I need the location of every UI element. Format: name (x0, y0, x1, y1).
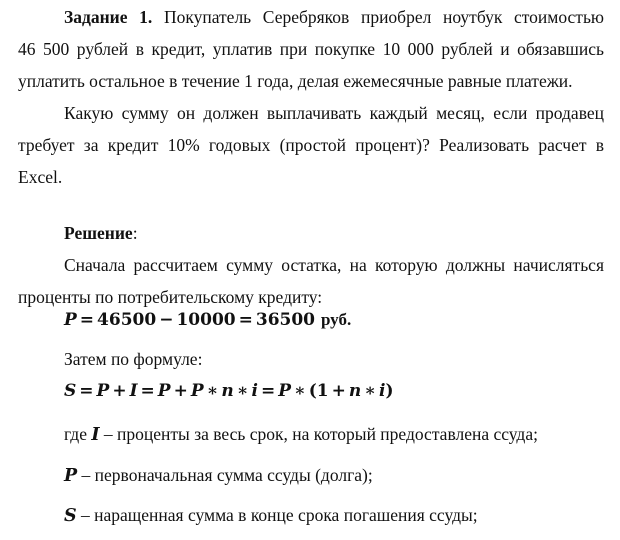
definition-P (64, 464, 373, 487)
f2-P3: P (190, 381, 204, 401)
task-text-1: Покупатель Серебряков приобрел ноутбук стоимостью (163, 7, 604, 27)
f2-mul1: ∗ (206, 381, 219, 401)
formula1-b: 10000 (176, 310, 236, 330)
def-I-symbol: I (91, 425, 100, 445)
f2-n2: n (348, 381, 362, 401)
f2-mul2: ∗ (236, 381, 249, 401)
formula1-eq2: = (238, 310, 253, 330)
solution-heading (64, 222, 138, 244)
f2-mul4: ∗ (364, 381, 377, 401)
f2-P4: P (278, 381, 292, 401)
formula1-result: 36500 (255, 310, 316, 330)
task-line-3: уплатить остальное в течение 1 года, делая ежемесячные равные платежи. (18, 71, 573, 91)
f2-mul3: ∗ (294, 381, 306, 401)
def-P-symbol: P (64, 466, 78, 486)
f2-open: (1 (308, 381, 329, 401)
def-I-prefix: где (64, 424, 87, 444)
f2-I1: I (129, 381, 138, 401)
f2-n1: n (221, 381, 234, 401)
f2-eq1: = (79, 381, 94, 401)
f2-i1: i (251, 381, 258, 401)
task-title: Задание 1. (64, 7, 153, 27)
definition-I (64, 423, 538, 446)
def-I-text: – проценты за весь срок, на который предоставлена ссуда; (103, 424, 538, 444)
f2-plus3: + (331, 381, 346, 401)
solution-line-1: Сначала рассчитаем сумму остатка, на которую должны начисляться (64, 255, 604, 275)
def-P-text: – первоначальная сумма ссуды (долга); (81, 465, 373, 485)
f2-i2: i (379, 381, 386, 401)
def-S-text: – наращенная сумма в конце срока погашения ссуды; (81, 505, 478, 525)
task-line-6: Excel. (18, 167, 63, 187)
formula-remainder (64, 309, 351, 331)
f2-eq3: = (260, 381, 276, 401)
formula1-var: P (64, 310, 77, 330)
f2-P1: P (96, 381, 110, 401)
formula1-minus: − (159, 310, 174, 330)
definition-S (64, 504, 478, 527)
solution-line-3: Затем по формуле: (64, 349, 203, 369)
task-line-2: 46 500 рублей в кредит, уплатив при покупке 10 000 рублей и обязавшись (18, 39, 604, 59)
def-S-symbol: S (64, 506, 77, 526)
solution-line-2: проценты по потребительскому кредиту: (18, 287, 323, 307)
formula1-eq1: = (79, 310, 95, 330)
task-line-4: Какую сумму он должен выплачивать каждый месяц, если продавец (64, 103, 604, 123)
task-line-5: требует за кредит 10% годовых (простой процент)? Реализовать расчет в (18, 135, 604, 155)
f2-P2: P (157, 381, 171, 401)
f2-plus2: + (173, 381, 188, 401)
solution-heading-text: Решение (64, 223, 133, 243)
task-line-1 (64, 6, 604, 28)
formula1-unit: руб. (320, 310, 352, 329)
f2-plus1: + (112, 381, 127, 401)
formula1-a: 46500 (97, 310, 157, 330)
f2-S: S (64, 381, 77, 401)
formula-accrued (64, 380, 394, 402)
solution-heading-colon: : (132, 223, 138, 243)
f2-eq2: = (140, 381, 155, 401)
f2-close: ) (385, 381, 394, 401)
